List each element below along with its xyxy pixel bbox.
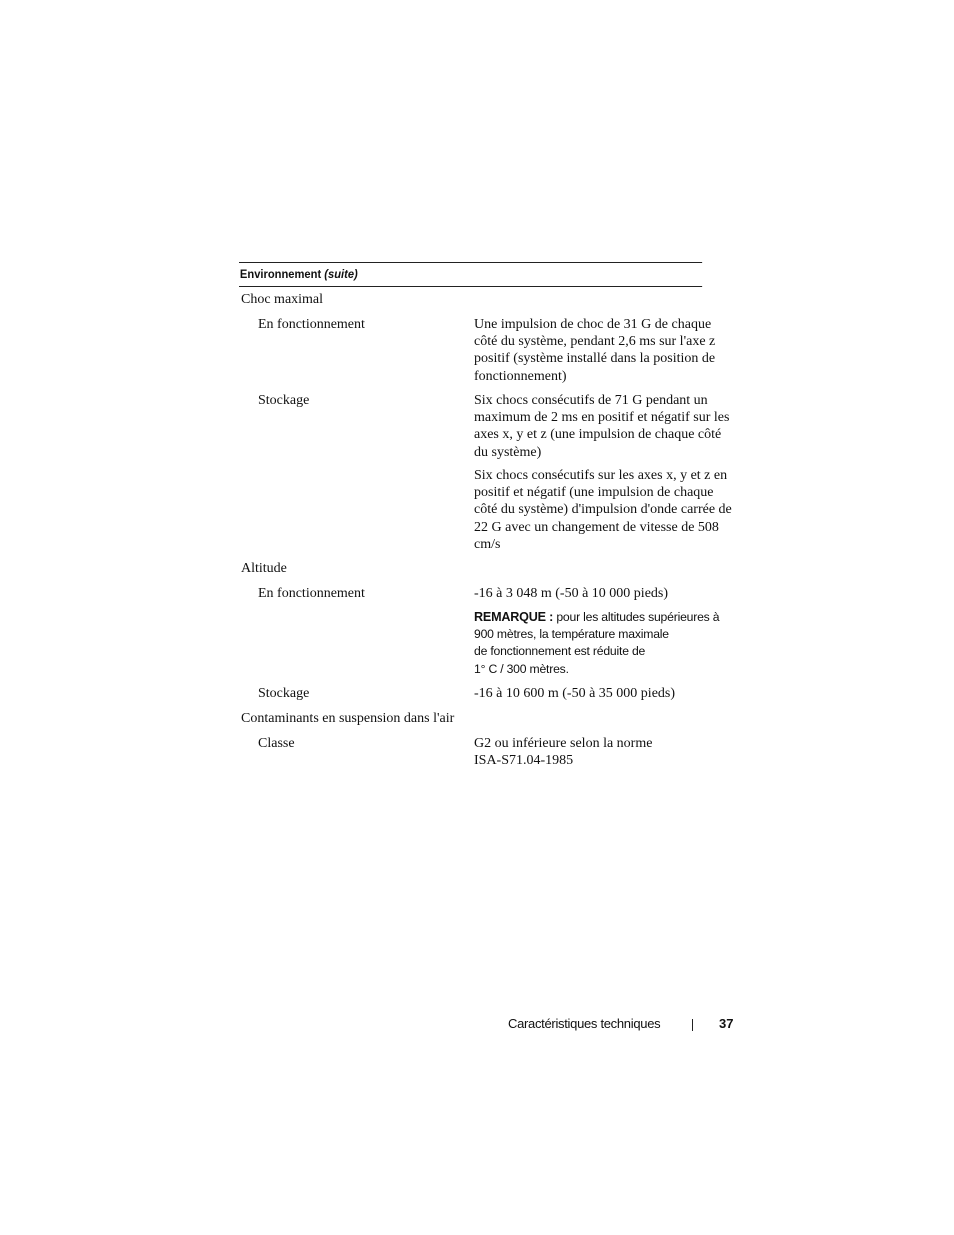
footer-section-title: Caractéristiques techniques: [508, 1016, 661, 1031]
footer-separator: [692, 1019, 693, 1031]
spec-value: G2 ou inférieure selon la norme ISA-S71.04-1985: [474, 736, 653, 769]
section-title-choc: Choc maximal: [241, 292, 324, 307]
page-number: 37: [719, 1016, 734, 1031]
section-title-altitude: Altitude: [241, 561, 287, 576]
environment-table: [239, 262, 737, 769]
note-text: de fonctionnement est réduite de: [474, 644, 646, 659]
spec-value: Six chocs consécutifs sur les axes x, y et z en positif et négatif (une impulsion de chaque côté du système) d'impulsion d'onde carrée de 22 G avec un changement de vitesse de 508 cm/s: [474, 468, 732, 552]
note-text: 900 mètres, la température maximale: [474, 627, 669, 642]
spec-label: Stockage: [258, 393, 310, 408]
section-title-contaminants: Contaminants en suspension dans l'air: [241, 711, 455, 726]
note-block: [474, 609, 736, 678]
page-footer: [500, 1014, 736, 1034]
spec-value: Six chocs consécutifs de 71 G pendant un maximum de 2 ms en positif et négatif sur les axes x, y et z (une impulsion de chaque côté du système): [474, 393, 730, 460]
spec-label: Stockage: [258, 686, 310, 701]
note-text: 1° C / 300 mètres.: [474, 661, 569, 676]
table-header: [239, 262, 702, 287]
note-label: REMARQUE :: [474, 610, 554, 624]
spec-label: En fonctionnement: [258, 586, 365, 601]
table-header-title: Environnement: [239, 267, 322, 281]
spec-value: -16 à 3 048 m (-50 à 10 000 pieds): [474, 586, 669, 601]
spec-value: -16 à 10 600 m (-50 à 35 000 pieds): [474, 686, 676, 701]
spec-value: Une impulsion de choc de 31 G de chaque côté du système, pendant 2,6 ms sur l'axe z positif (système installé dans la position de fonctionnement): [474, 317, 716, 384]
note-text: pour les altitudes supérieures à: [553, 610, 720, 624]
table-header-suffix: (suite): [324, 267, 358, 281]
spec-label: Classe: [258, 736, 295, 751]
spec-label: En fonctionnement: [258, 317, 365, 332]
